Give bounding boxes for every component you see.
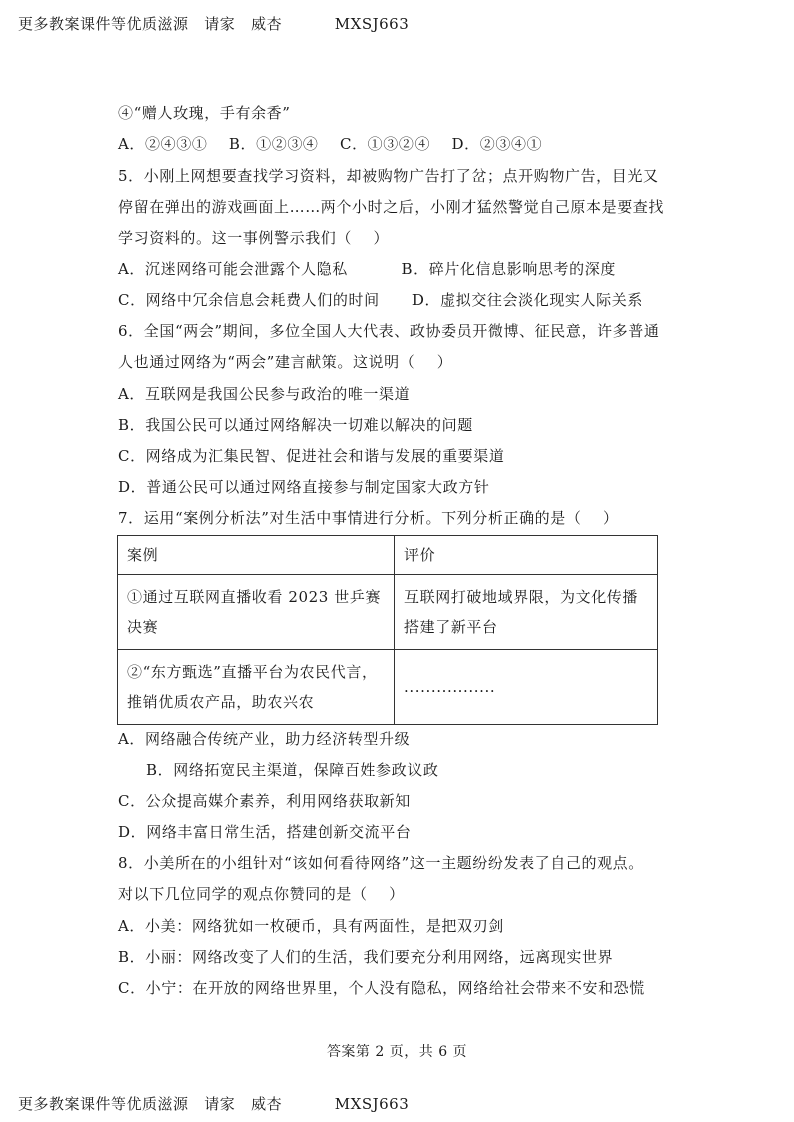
- q6-option-d: D．普通公民可以通过网络直接参与制定国家大政方针: [118, 478, 490, 496]
- q7-option-b: B．网络拓宽民主渠道，保障百姓参政议政: [146, 761, 439, 779]
- q5-stem-line3: 学习资料的。这一事例警示我们（ ）: [118, 229, 390, 247]
- table-header-comment: 评价: [395, 536, 658, 575]
- q4-options: A．②④③① B．①②③④ C．①③②④ D．②③④①: [118, 135, 543, 153]
- q7-stem: 7．运用“案例分析法”对生活中事情进行分析。下列分析正确的是（ ）: [118, 509, 619, 527]
- q5-stem-line1: 5．小刚上网想要查找学习资料，却被购物广告打了岔；点开购物广告，目光又: [118, 167, 659, 185]
- q8-option-a: A．小美：网络犹如一枚硬币，具有两面性，是把双刃剑: [118, 917, 504, 935]
- q5-options-row2: C．网络中冗余信息会耗费人们的时间 D．虚拟交往会淡化现实人际关系: [118, 291, 643, 309]
- table-cell-case: ②“东方甄选”直播平台为农民代言，推销优质农产品，助农兴农: [118, 650, 395, 725]
- q7-option-d: D．网络丰富日常生活，搭建创新交流平台: [118, 823, 412, 841]
- page-footer: 答案第 2 页，共 6 页: [326, 1044, 468, 1060]
- q6-option-c: C．网络成为汇集民智、促进社会和谐与发展的重要渠道: [118, 447, 505, 465]
- q7-option-c: C．公众提高媒介素养，利用网络获取新知: [118, 792, 411, 810]
- table-header-case: 案例: [118, 536, 395, 575]
- table-row: [118, 650, 658, 725]
- q6-option-b: B．我国公民可以通过网络解决一切难以解决的问题: [118, 416, 473, 434]
- q8-option-c: C．小宁：在开放的网络世界里，个人没有隐私，网络给社会带来不安和恐慌: [118, 979, 645, 997]
- table-cell-comment: 互联网打破地域界限，为文化传播搭建了新平台: [395, 575, 658, 650]
- table-row: [118, 575, 658, 650]
- table-cell-comment-blank: .................: [395, 650, 658, 725]
- case-analysis-table: [117, 535, 658, 725]
- q8-stem-line1: 8．小美所在的小组针对“该如何看待网络”这一主题纷纷发表了自己的观点。: [118, 854, 644, 872]
- footer-watermark: 更多教案课件等优质滋源 请家 威杏 MXSJ663: [18, 1095, 410, 1113]
- table-cell-case: ①通过互联网直播收看 2023 世乒赛决赛: [118, 575, 395, 650]
- q6-stem-line1: 6．全国“两会”期间，多位全国人大代表、政协委员开微博、征民意，许多普通: [118, 322, 660, 340]
- table-header-row: [118, 536, 658, 575]
- q5-stem-line2: 停留在弹出的游戏画面上……两个小时之后，小刚才猛然警觉自己原本是要查找: [118, 198, 665, 216]
- q6-stem-line2: 人也通过网络为“两会”建言献策。这说明（ ）: [118, 353, 453, 371]
- q7-option-a: A．网络融合传统产业，助力经济转型升级: [118, 730, 411, 748]
- q6-option-a: A．互联网是我国公民参与政治的唯一渠道: [118, 385, 411, 403]
- header-watermark: 更多教案课件等优质滋源 请家 威杏 MXSJ663: [18, 15, 410, 33]
- q4-item4: ④“赠人玫瑰，手有余香”: [118, 104, 291, 122]
- q8-stem-line2: 对以下几位同学的观点你赞同的是（ ）: [118, 885, 405, 903]
- q5-options-row1: A．沉迷网络可能会泄露个人隐私 B．碎片化信息影响思考的深度: [118, 260, 616, 278]
- q8-option-b: B．小丽：网络改变了人们的生活，我们要充分利用网络，远离现实世界: [118, 948, 614, 966]
